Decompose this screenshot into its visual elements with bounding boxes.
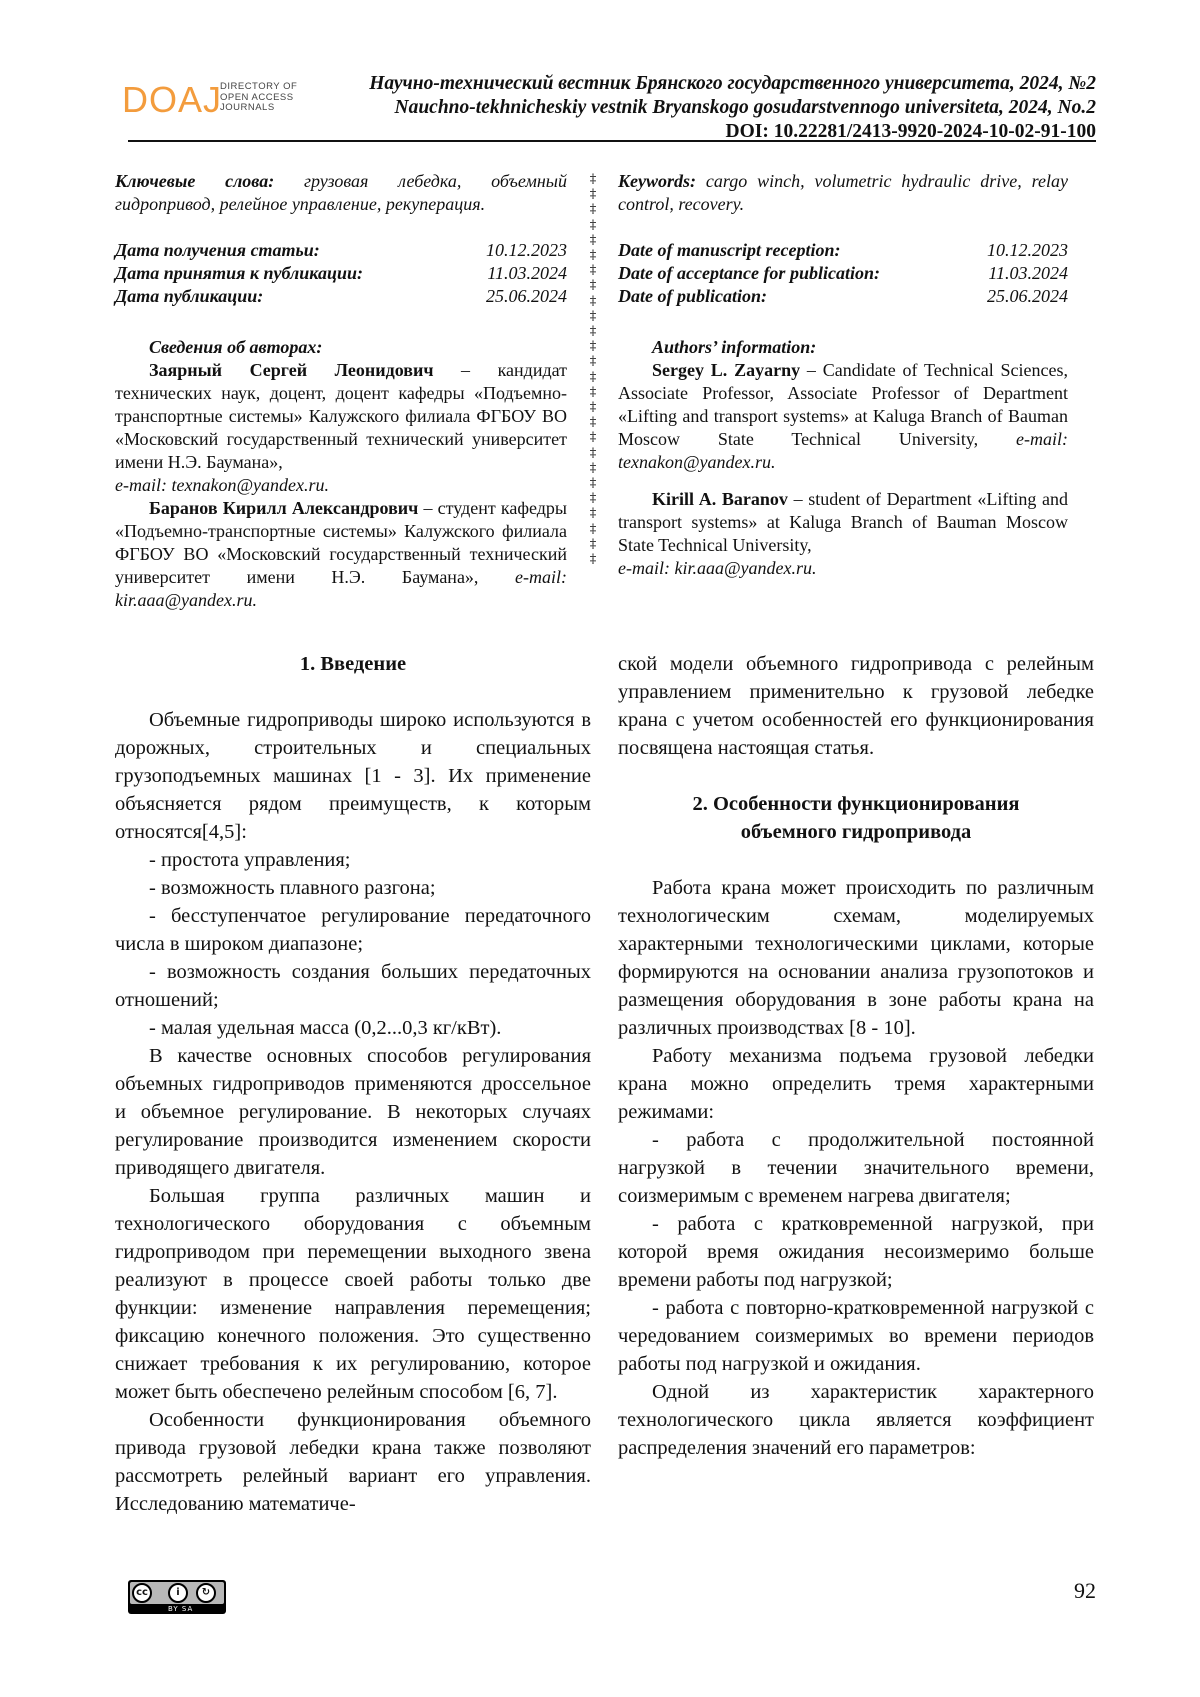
list-item: - работа с продолжительной постоянной нагрузкой в течении значительного времени, соизмеримым с временем нагрева двигателя; — [618, 1129, 1094, 1207]
author2-ru: Баранов Кирилл Александрович – студент кафедры «Подъемно-транспортные системы» Калужского филиала ФГБОУ ВО «Московский государственный технический университет имени Н.Э. Баумана», e-mail: kir.aaa@yandex.ru. — [115, 498, 567, 610]
dates-en — [618, 239, 1068, 308]
email-link[interactable]: e-mail: kir.aaa@yandex.ru. — [115, 567, 567, 610]
journal-title-en: Nauchno-tekhnicheskiy vestnik Bryanskogo gosudarstvennogo universiteta, 2024, No.2 — [394, 97, 1096, 118]
paragraph: Особенности функционирования объемного привода грузовой лебедки крана также позволяют рассмотреть релейный вариант его управления. Исследованию математиче- — [115, 1409, 591, 1515]
paragraph: В качестве основных способов регулирования объемных гидроприводов применяются дроссельное и объемное регулирование. В некоторых случаях регулирование производится изменением скорости приводящего двигателя. — [115, 1045, 591, 1179]
list-item: - возможность создания больших передаточных отношений; — [115, 961, 591, 1011]
section-2-title-line2: объемного гидропривода — [740, 821, 972, 843]
date-row: Дата публикации: 25.06.2024 — [115, 286, 567, 306]
date-row: Дата принятия к публикации: 11.03.2024 — [115, 263, 567, 283]
author1-email-ru — [115, 474, 567, 497]
paragraph: Работу механизма подъема грузовой лебедки крана можно определить тремя характерными режимами: — [618, 1045, 1094, 1123]
doaj-logo-text: DOAJ — [122, 79, 223, 120]
doi-link[interactable]: DOI: 10.22281/2413-9920-2024-10-02-91-100 — [725, 121, 1096, 142]
list-item: - работа с кратковременной нагрузкой, при которой время ожидания несоизмеримо больше времени работы под нагрузкой; — [618, 1213, 1094, 1291]
list-item: - работа с повторно-кратковременной нагрузкой с чередованием соизмеримых во времени периодов работы под нагрузкой и ожидания. — [618, 1297, 1094, 1375]
paragraph: Объемные гидроприводы широко используются в дорожных, строительных и специальных грузоподъемных машинах [1 - 3]. Их применение объясняется рядом преимуществ, к которым относятся[4,5]: — [115, 709, 591, 843]
column-separator: ‡ ‡ ‡ ‡ ‡ ‡ ‡ ‡ ‡ ‡ ‡ ‡ ‡ ‡ ‡ ‡ ‡ ‡ ‡ ‡ ‡ ‡ ‡ ‡ ‡ ‡ — [589, 172, 597, 568]
doaj-logo[interactable] — [122, 78, 322, 124]
section-2-title: 2. Особенности функционирования — [692, 793, 1020, 815]
email-link[interactable]: e-mail: kir.aaa@yandex.ru. — [618, 558, 817, 578]
authors-en — [618, 336, 1068, 580]
authors-heading-ru: Сведения об авторах: — [149, 337, 323, 357]
authors-ru — [115, 336, 567, 612]
paragraph: Одной из характеристик характерного технологического цикла является коэффициент распределения значений его параметров: — [618, 1381, 1094, 1459]
sa-icon: ↻ — [196, 1583, 216, 1603]
page-number: 92 — [1074, 1578, 1096, 1603]
keywords-ru: Ключевые слова: грузовая лебедка, объемный гидропривод, релейное управление, рекуперация. — [115, 171, 567, 214]
author1-ru: Заярный Сергей Леонидович – кандидат технических наук, доцент, доцент кафедры «Подъемно-транспортные системы» Калужского филиала ФГБОУ ВО «Московский государственный технический университет имени Н.Э. Баумана», — [115, 360, 568, 472]
date-row: Date of acceptance for publication: 11.03.2024 — [618, 263, 1068, 283]
author1-en: Sergey L. Zayarny – Candidate of Technical Sciences, Associate Professor, Associate Professor of Department «Lifting and transport systems» at Kaluga Branch of Bauman Moscow State Technical University, e-mail: texnakon@yandex.ru. — [618, 360, 1068, 472]
body-left-column — [115, 650, 591, 1518]
journal-title-ru: Научно-технический вестник Брянского государственного университета, 2024, №2 — [369, 73, 1096, 94]
license-label: BY SA — [168, 1605, 194, 1613]
keywords-en: Keywords: cargo winch, volumetric hydraulic drive, relay control, recovery. — [618, 171, 1068, 214]
section-1-title: 1. Введение — [299, 653, 407, 675]
journal-header — [369, 72, 1096, 144]
paragraph: Работа крана может происходить по различным технологическим схемам, моделируемых характерными технологическими циклами, которые формируются на основании анализа грузопотоков и размещения оборудования в зоне работы крана на различных производствах [8 - 10]. — [618, 877, 1094, 1039]
header-divider — [128, 140, 1096, 142]
list-item: - возможность плавного разгона; — [149, 877, 436, 899]
date-row: Date of publication: 25.06.2024 — [618, 286, 1068, 306]
date-row: Date of manuscript reception: 10.12.2023 — [618, 240, 1068, 260]
by-icon: i — [168, 1583, 188, 1603]
author2-en: Kirill A. Baranov – student of Department «Lifting and transport systems» at Kaluga Branch of Bauman Moscow State Technical University, — [618, 489, 1069, 555]
list-item: - бесступенчатое регулирование передаточного числа в широком диапазоне; — [115, 905, 591, 955]
paragraph: Большая группа различных машин и технологического оборудования с объемным гидроприводом при перемещении выходного звена реализуют в процессе своей работы только две функции: изменение направления перемещения; фиксацию конечного положения. Это существенно снижает требования к их регулированию, которое может быть обеспечено релейным способом [6, 7]. — [115, 1185, 591, 1403]
body-right-column — [618, 650, 1094, 1462]
doaj-logo-subtitle: DIRECTORY OF OPEN ACCESS JOURNALS — [220, 81, 298, 113]
date-row: Дата получения статьи: 10.12.2023 — [115, 240, 567, 260]
cc-license-badge[interactable] — [128, 1580, 226, 1614]
authors-heading-en: Authors’ information: — [652, 337, 817, 357]
email-link[interactable]: e-mail: texnakon@yandex.ru. — [618, 429, 1068, 472]
list-item: - простота управления; — [149, 849, 351, 871]
dates-ru — [115, 239, 567, 308]
paragraph: ской модели объемного гидропривода с релейным управлением применительно к грузовой лебедке крана с учетом особенностей его функционирования посвящена настоящая статья. — [618, 653, 1094, 759]
email-link[interactable]: e-mail: texnakon@yandex.ru. — [115, 475, 329, 495]
list-item: - малая удельная масса (0,2...0,3 кг/кВт). — [149, 1017, 502, 1039]
author2-email-en — [618, 557, 1068, 580]
cc-icon: cc — [132, 1583, 152, 1603]
